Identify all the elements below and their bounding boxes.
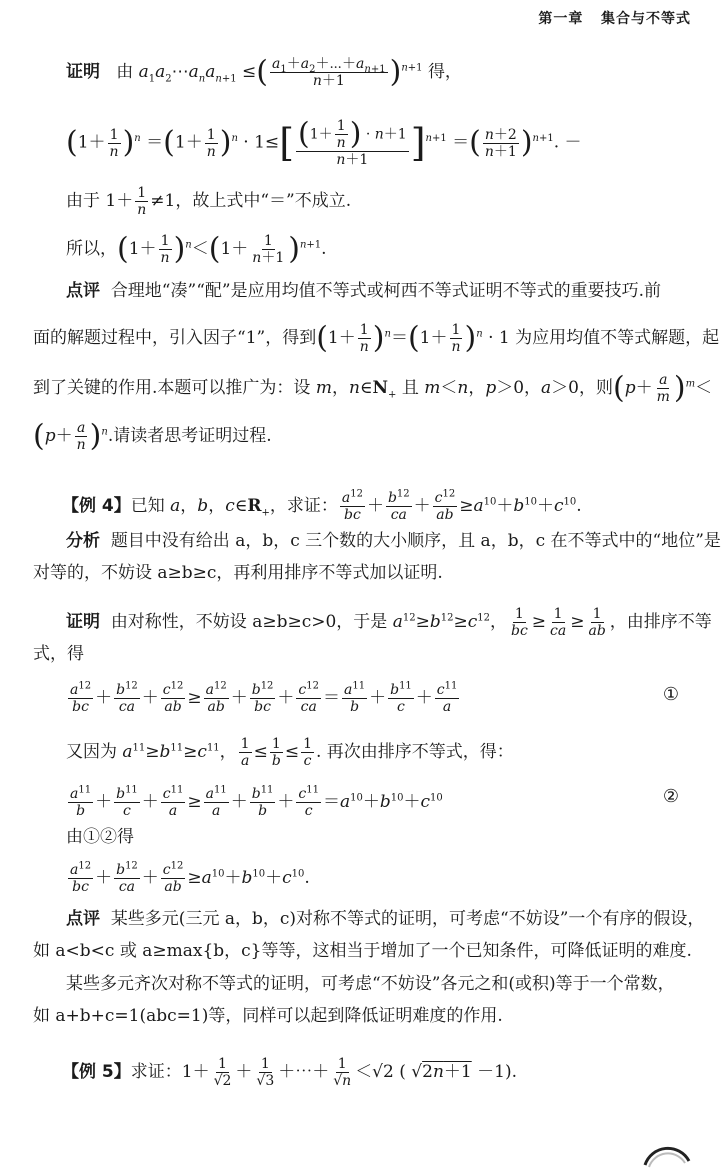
review-label: 点评 xyxy=(66,909,100,929)
comment-line-3 xyxy=(66,973,725,995)
proof-line-1: 证明 由 $a_1a_2\cdots a_na_{n+1}$ ≤( $\frac{a_1+a_2+\cdots+a_{n+1}}{n+1}$ )$^{n+1}$ 得， xyxy=(66,54,462,90)
review-label: 点评 xyxy=(66,281,100,301)
proof-text: 又因为 xyxy=(66,742,117,762)
proof-line-4: 所以，(1＋ $\frac{1}{n}$ )$^n$＜(1＋ $\frac{1}{n+1}$ )$^{n+1}$. xyxy=(66,231,327,267)
analysis-text: 题目中没有给出 a，b，c 三个数的大小顺序，且 a，b，c 在不等式中的“地位”是 xyxy=(110,531,721,551)
review-text: 合理地“凑”“配”是应用均值不等式或柯西不等式证明不等式的重要技巧.前 xyxy=(110,281,661,301)
comment-line-2 xyxy=(33,940,725,962)
analysis-text: 对等的，不妨设 a≥b≥c，再利用排序不等式加以证明. xyxy=(33,563,443,583)
review-line-3: 到了关键的作用.本题可以推广为：设 m，$n\in N_+$ 且 m＜n，p＞0，a＞0，则(p＋ $\frac{a}{m}$ )$^m$＜ xyxy=(33,370,713,406)
proof-text: ，故上式中“＝”不成立. xyxy=(175,191,352,211)
review-line-1 xyxy=(66,280,725,302)
proof-text: 式，得 xyxy=(33,644,84,664)
proof-text: 由①②得 xyxy=(66,827,134,847)
again-line: 又因为 $a^{11}\ge b^{11}\ge c^{11}$， $\frac{1}{a}$ ≤ $\frac{1}{b}$ ≤ $\frac{1}{c}$ . 再次由排序不等式，得： xyxy=(66,736,514,769)
from-line xyxy=(66,826,725,848)
page-header xyxy=(538,8,691,28)
chapter-number: 第一章 xyxy=(538,11,584,27)
proof4-line-2 xyxy=(33,643,725,665)
proof-label: 证明 xyxy=(66,62,100,82)
equation-number-1: ① xyxy=(662,684,679,705)
review-line-2: 面的解题过程中，引入因子“1”，得到(1＋ $\frac{1}{n}$ )$^n$＝(1＋ $\frac{1}{n}$ )$^n$ · 1 为应用均值不等式解题，起 xyxy=(33,320,720,356)
equation-2: $\frac{a^{11}}{b}$ ＋ $\frac{b^{11}}{c}$ ＋ $\frac{c^{11}}{a}$ ≥ $\frac{a^{11}}{a}$ ＋ $\frac{b^{11}}{b}$ ＋ $\frac{c^{11}}{c}$ $=a^{10}+b^{10}+c^{10}$ xyxy=(70,784,443,819)
proof-text: 得， xyxy=(427,62,462,82)
example-4-label: 【例 4】 xyxy=(62,496,131,516)
example-5-label: 【例 5】 xyxy=(62,1062,131,1082)
example-text: 已知 xyxy=(130,496,165,516)
equation-1: $\frac{a^{12}}{bc}$ ＋ $\frac{b^{12}}{ca}$ ＋ $\frac{c^{12}}{ab}$ ≥ $\frac{a^{12}}{ab}$ ＋ $\frac{b^{12}}{bc}$ ＋ $\frac{c^{12}}{ca}$ ＝ $\frac{a^{11}}{b}$ ＋ $\frac{b^{11}}{c}$ ＋ $\frac{c^{11}}{a}$ xyxy=(70,680,458,715)
review-text: 到了关键的作用.本题可以推广为：设 xyxy=(33,378,311,398)
proof-line-3: 由于 1＋ $\frac{1}{n}$ ≠1，故上式中“＝”不成立. xyxy=(66,185,352,218)
equation-3: $\frac{a^{12}}{bc}$ ＋ $\frac{b^{12}}{ca}$ ＋ $\frac{c^{12}}{ab}$ $\ge a^{10}+b^{10}+c^{10}$. xyxy=(70,860,310,895)
review-text: .请读者思考证明过程. xyxy=(107,426,272,446)
comment-text: 某些多元(三元 a，b，c)对称不等式的证明，可考虑“不妨设”一个有序的假设， xyxy=(110,909,705,929)
proof-text: 由对称性，不妨设 a≥b≥c>0，于是 xyxy=(110,612,388,632)
proof4-line-1: 证明 由对称性，不妨设 a≥b≥c>0，于是 $a^{12}\ge b^{12}\ge c^{12}$， $\frac{1}{bc}$ ≥ $\frac{1}{ca}$ ≥ $\frac{1}{ab}$ ，由排序不等 xyxy=(66,606,712,639)
proof-text: 所以， xyxy=(66,239,117,259)
review-line-4: (p＋ $\frac{a}{n}$ )$^n$.请读者思考证明过程. xyxy=(33,418,272,454)
example-text: 求证： xyxy=(130,1062,182,1082)
proof-text: ，由排序不等 xyxy=(609,612,712,632)
review-text: 面的解题过程中，引入因子“1”，得到 xyxy=(33,328,317,348)
analysis-line-1 xyxy=(66,530,725,552)
proof-text: 由于 xyxy=(66,191,100,211)
review-text: ，则 xyxy=(579,378,613,398)
fraction: $\frac{a_1+a_2+\cdots+a_{n+1}}{n+1}$ xyxy=(271,56,386,89)
comment-text: 如 a+b+c=1(abc=1)等，同样可以起到降低证明难度的作用. xyxy=(33,1006,503,1026)
proof-text: 由 xyxy=(116,62,134,82)
comment-text: 某些多元齐次对称不等式的证明，可考虑“不妨设”各元之和(或积)等于一个常数， xyxy=(66,974,675,994)
comment-line-4 xyxy=(33,1005,725,1027)
comment-line-1 xyxy=(66,908,725,930)
comment-text: 如 a<b<c 或 a≥max{b，c}等等，这相当于增加了一个已知条件，可降低证明的难度. xyxy=(33,941,692,961)
example-text: ，求证： xyxy=(269,496,338,516)
example-4-statement: 【例 4】已知 a，b，$c\in R_+$，求证： $\frac{a^{12}}{bc}$ ＋ $\frac{b^{12}}{ca}$ ＋ $\frac{c^{12}}{ab}$ $\ge a^{10}+b^{10}+c^{10}$. xyxy=(62,488,582,523)
analysis-label: 分析 xyxy=(66,531,100,551)
loading-spinner-icon xyxy=(639,1129,695,1169)
equation-number-2: ② xyxy=(662,786,679,807)
chapter-title: 集合与不等式 xyxy=(601,11,691,27)
analysis-line-2 xyxy=(33,562,725,584)
proof-line-2: (1＋ $\frac{1}{n}$ )$^n$ ＝(1＋ $\frac{1}{n}$ )$^n$ · 1≤[ (1＋ $\frac{1}{n}$ ) · n＋1 n＋1 ]$^{n+1}$ ＝( $\frac{n+2}{n+1}$ )$^{n+1}$. － xyxy=(66,116,582,168)
review-text: 为应用均值不等式解题，起 xyxy=(515,328,720,348)
proof-label: 证明 xyxy=(66,612,100,632)
example-5-statement: 【例 5】求证：1＋ $\frac{1}{√2}$ ＋ $\frac{1}{√3}$ ＋⋯＋ $\frac{1}{√n}$ ＜√2 ( √2n＋1 －1). xyxy=(62,1056,517,1089)
proof-text: 再次由排序不等式，得： xyxy=(326,742,514,762)
